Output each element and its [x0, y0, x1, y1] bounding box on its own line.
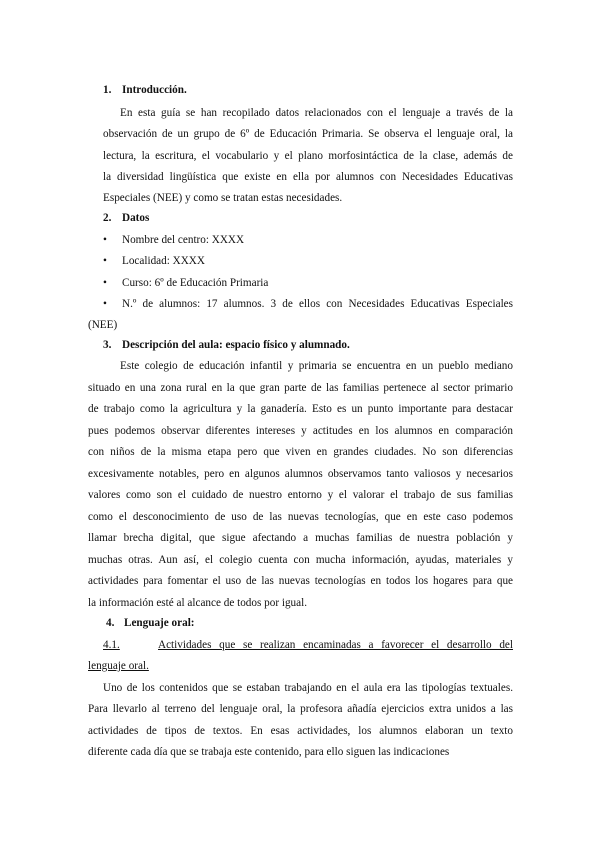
- list-item-alumnos-cont: (NEE): [88, 319, 118, 331]
- list-item-alumnos: N.º de alumnos: 17 alumnos. 3 de ellos con Necesidades Educativas Especiales: [122, 298, 513, 310]
- s3-line-6: valores como son el cuidado de nuestro entorno y el valorar el trabajo de sus familias: [88, 489, 513, 501]
- section-2-title: Datos: [122, 212, 150, 224]
- s3-line-7: como el desconocimiento de uso de las nuevas tecnologías, que en este caso podemos: [88, 511, 513, 523]
- s3-line-4: con niños de la misma etapa pero que viven en grandes ciudades. No son diferencias: [88, 446, 513, 458]
- list-item-centro: Nombre del centro: XXXX: [122, 234, 245, 246]
- s3-line-9: muchas otras. Aun así, el colegio cuenta con mucha información, ayudas, materiales y: [88, 554, 513, 566]
- s3-line-10: actividades para fomentar el uso de las nuevas tecnologías en todos los hogares para que: [88, 575, 513, 587]
- s1-line-2: lectura, la escritura, el vocabulario y el plano morfosintáctica de la clase, además de: [103, 150, 513, 162]
- s1-line-0: En esta guía se han recopilado datos relacionados con el lenguaje a través de la: [120, 107, 513, 119]
- list-item-curso: Curso: 6º de Educación Primaria: [122, 277, 269, 289]
- s4-line-3: diferente cada día que se trabaja este contenido, para ello siguen las indicaciones: [88, 746, 450, 758]
- s4-line-2: actividades de tipos de textos. En esas actividades, los alumnos elaboran un texto: [88, 725, 513, 737]
- section-3-title: Descripción del aula: espacio físico y alumnado.: [122, 339, 350, 351]
- s1-line-4: Especiales (NEE) y como se tratan estas necesidades.: [103, 192, 343, 204]
- subsection-4-1-number: 4.1.: [103, 639, 120, 651]
- s3-line-1: situado en una zona rural en la que gran parte de las familias pertenece al sector primario: [88, 382, 513, 394]
- s3-line-0: Este colegio de educación infantil y primaria se encuentra en un pueblo mediano: [120, 360, 513, 372]
- s1-line-1: observación de un grupo de 6º de Educación Primaria. Se observa el lenguaje oral, la: [103, 128, 513, 140]
- s3-line-5: excesivamente notables, pero en algunos alumnos observamos tanto valiosos y necesarios: [88, 468, 513, 480]
- section-1-number: 1.: [103, 84, 112, 96]
- section-1-title: Introducción.: [122, 84, 187, 96]
- s3-line-8: llamar brecha digital, que sigue afectando a muchas familias de nuestra población y: [88, 532, 513, 544]
- section-3-number: 3.: [103, 339, 112, 351]
- bullet-icon: •: [103, 255, 107, 267]
- s4-line-1: Para llevarlo al terreno del lenguaje oral, la profesora añadía ejercicios extra unidos a las: [88, 703, 513, 715]
- subsection-4-1-title-cont: lenguaje oral.: [88, 660, 149, 672]
- s3-line-3: pues podemos observar diferentes intereses y actitudes en los alumnos en comparación: [88, 425, 513, 437]
- s1-line-3: la diversidad lingüística que existe en ella por alumnos con Necesidades Educativas: [103, 171, 513, 183]
- s4-line-0: Uno de los contenidos que se estaban trabajando en el aula era las tipologías textuales.: [103, 682, 513, 694]
- bullet-icon: •: [103, 234, 107, 246]
- subsection-4-1-title: Actividades que se realizan encaminadas a favorecer el desarrollo del: [158, 639, 513, 651]
- section-2-number: 2.: [103, 212, 112, 224]
- s3-line-2: de trabajo como la agricultura y la ganadería. Esto es un punto importante para destacar: [88, 403, 513, 415]
- section-4-title: Lenguaje oral:: [124, 617, 195, 629]
- bullet-icon: •: [103, 298, 107, 310]
- section-4-number: 4.: [106, 617, 115, 629]
- list-item-localidad: Localidad: XXXX: [122, 255, 205, 267]
- s3-line-11: la información esté al alcance de todos por igual.: [88, 597, 308, 609]
- bullet-icon: •: [103, 277, 107, 289]
